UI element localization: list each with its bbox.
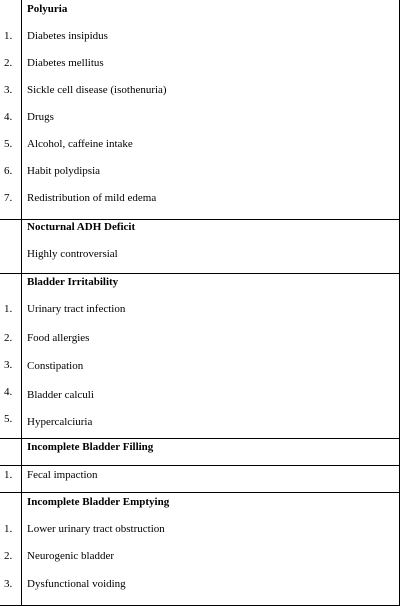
list-item: Urinary tract infection	[27, 303, 126, 315]
column-divider	[21, 0, 22, 606]
item-number: 5.	[4, 413, 13, 425]
list-item: Food allergies	[27, 332, 90, 344]
list-item: Lower urinary tract obstruction	[27, 523, 165, 535]
list-item: Dysfunctional voiding	[27, 578, 126, 590]
list-item: Hypercalciuria	[27, 416, 93, 428]
item-number: 5.	[4, 138, 13, 150]
section-title-bladder-irritability: Bladder Irritability	[27, 276, 119, 288]
list-item: Drugs	[27, 111, 54, 123]
section-title-incomplete-bladder-emptying: Incomplete Bladder Emptying	[27, 496, 170, 508]
item-number: 3.	[4, 84, 13, 96]
item-number: 1.	[4, 303, 13, 315]
item-number: 1.	[4, 469, 13, 481]
section-divider	[0, 219, 400, 220]
item-number: 3.	[4, 578, 13, 590]
list-item: Highly controversial	[27, 248, 118, 260]
item-number: 7.	[4, 192, 13, 204]
item-number: 4.	[4, 111, 13, 123]
item-number: 6.	[4, 165, 13, 177]
list-item: Diabetes insipidus	[27, 30, 108, 42]
list-item: Alcohol, caffeine intake	[27, 138, 133, 150]
item-number: 2.	[4, 550, 13, 562]
item-number: 1.	[4, 523, 13, 535]
list-item: Bladder calculi	[27, 389, 94, 401]
section-divider	[0, 273, 400, 274]
item-number: 2.	[4, 332, 13, 344]
row-divider	[0, 465, 400, 466]
list-item: Diabetes mellitus	[27, 57, 104, 69]
list-item: Fecal impaction	[27, 469, 98, 481]
list-item: Redistribution of mild edema	[27, 192, 157, 204]
section-divider	[0, 438, 400, 439]
list-item: Habit polydipsia	[27, 165, 101, 177]
section-divider	[0, 492, 400, 493]
list-item: Constipation	[27, 360, 84, 372]
item-number: 4.	[4, 386, 13, 398]
section-title-nocturnal-adh-deficit: Nocturnal ADH Deficit	[27, 221, 136, 233]
list-item: Sickle cell disease (isothenuria)	[27, 84, 167, 96]
item-number: 2.	[4, 57, 13, 69]
list-item: Neurogenic bladder	[27, 550, 115, 562]
item-number: 3.	[4, 359, 13, 371]
item-number: 1.	[4, 30, 13, 42]
section-title-polyuria: Polyuria	[27, 3, 68, 15]
section-title-incomplete-bladder-filling: Incomplete Bladder Filling	[27, 441, 154, 453]
